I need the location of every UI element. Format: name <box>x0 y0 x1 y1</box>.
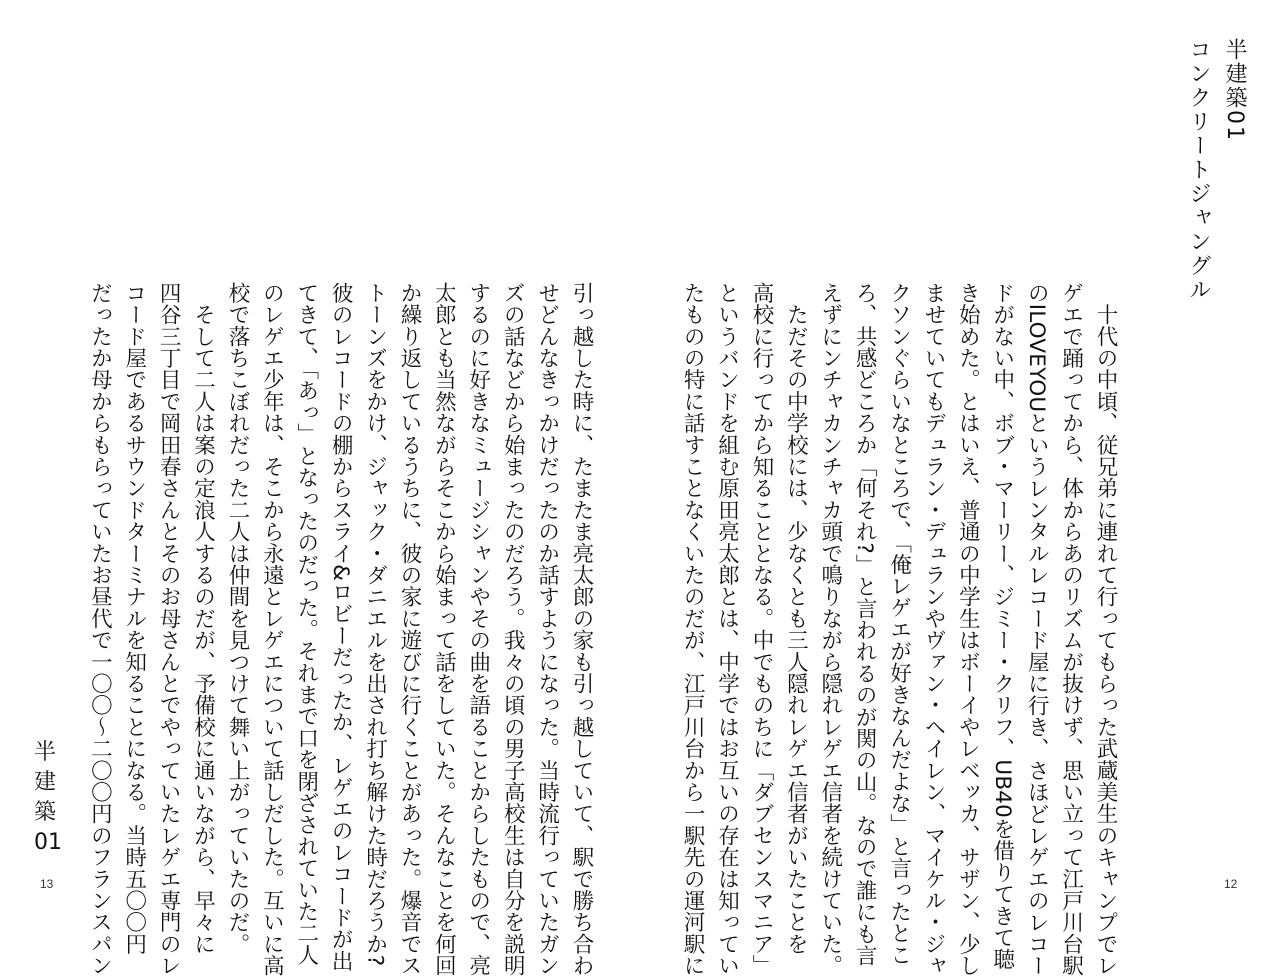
right-page-body <box>680 282 1122 977</box>
running-footer <box>34 738 74 858</box>
text-column: か繰り返しているうちに、彼の家に遊びに行くことがあった。爆音でス <box>396 282 422 977</box>
text-column: トーンズをかけ、ジャック・ダニエルを出され打ち解けた時だろうか? <box>362 282 388 967</box>
left-page-body <box>87 282 598 977</box>
text-column: 高校に行ってから知ることとなる。中でものちに「ダブセンスマニア」 <box>748 282 774 977</box>
page-number-right: 12 <box>1224 877 1238 891</box>
text-column: せどんなきっかけだったのか話すようになった。当時流行っていたガン <box>534 282 560 977</box>
text-column: き始めた。とはいえ、普通の中学生はボーイやレベッカ、サザン、少し <box>955 282 981 977</box>
text-column: 十代の中頃、従兄弟に連れて行ってもらった武蔵美生のキャンプでレ <box>1093 282 1118 977</box>
text-column: というバンドを組む原田亮太郎とは、中学ではお互いの存在は知ってい <box>714 282 740 977</box>
text-column: えずにンチャカンチャカ頭で鳴りながら隠れレゲエ信者を続けていた。 <box>817 282 843 977</box>
series-title: 半建築01 <box>1222 38 1247 142</box>
footer-series-number: 01 <box>34 830 62 855</box>
text-column: のILOVEYOUというレンタルレコード屋に行き、さほどレゲエのレコー <box>1024 282 1050 977</box>
text-column: のレゲエ少年は、そこから永遠とレゲエについて話しだした。互いに高 <box>259 282 285 977</box>
page-number-left: 13 <box>40 877 54 891</box>
text-column: そして二人は案の定浪人するのだが、予備校に通いながら、早々に <box>190 282 216 955</box>
text-column: クソンぐらいなところで、「俺レゲエが好きなんだよな」と言ったとこ <box>886 282 912 966</box>
text-column: ませていてもデュラン・デュランやヴァン・ヘイレン、マイケル・ジャ <box>920 282 946 977</box>
text-column: ろ、共感どころか「何それ?」と言われるのが関の山。なので誰にも言 <box>852 282 878 967</box>
text-column: 引っ越した時に、たまたま亮太郎の家も引っ越していて、駅で勝ち合わ <box>569 282 594 977</box>
text-column: 校で落ちこぼれだった二人は仲間を見つけて舞い上がっていたのだ。 <box>224 282 250 955</box>
text-column: コード屋であるサウンドターミナルを知ることになる。当時五〇〇円 <box>121 282 147 955</box>
text-column: たものの特に話すことなくいたのだが、江戸川台から一駅先の運河駅に <box>680 282 706 977</box>
text-column: だったか母からもらっていたお昼代で一〇〇〜二〇〇円のフランスパン <box>87 282 113 977</box>
text-column: 四谷三丁目で岡田春さんとそのお母さんとでやっていたレゲエ専門のレ <box>156 282 182 977</box>
chapter-header <box>1180 38 1252 302</box>
chapter-title: コンクリートジャングル <box>1186 38 1211 302</box>
text-column: てきて、「あっ」となったのだった。それまで口を閉ざされていた二人 <box>293 282 319 966</box>
text-column: 彼のレコードの棚からスライ&ロビーだったか、レゲエのレコードが出 <box>328 282 354 972</box>
text-column: ゲエで踊ってから、体からあのリズムが抜けず、思い立って江戸川台駅 <box>1058 282 1084 977</box>
text-column: 太郎とも当然ながらそこから始まって話をしていた。そんなことを何回 <box>431 282 457 977</box>
text-column: するのに好きなミュージシャンやその曲を語ることからしたもので、亮 <box>465 282 491 977</box>
text-column: ただその中学校には、少なくとも三人隠れレゲエ信者がいたことを <box>783 282 809 955</box>
text-column: ズの話などから始まったのだろう。我々の頃の男子高校生は自分を説明 <box>500 282 526 977</box>
text-column: ドがない中、ボブ・マーリー、ジミー・クリフ、UB40を借りてきて聴 <box>989 282 1015 970</box>
footer-series-title: 半建築 <box>34 740 57 825</box>
